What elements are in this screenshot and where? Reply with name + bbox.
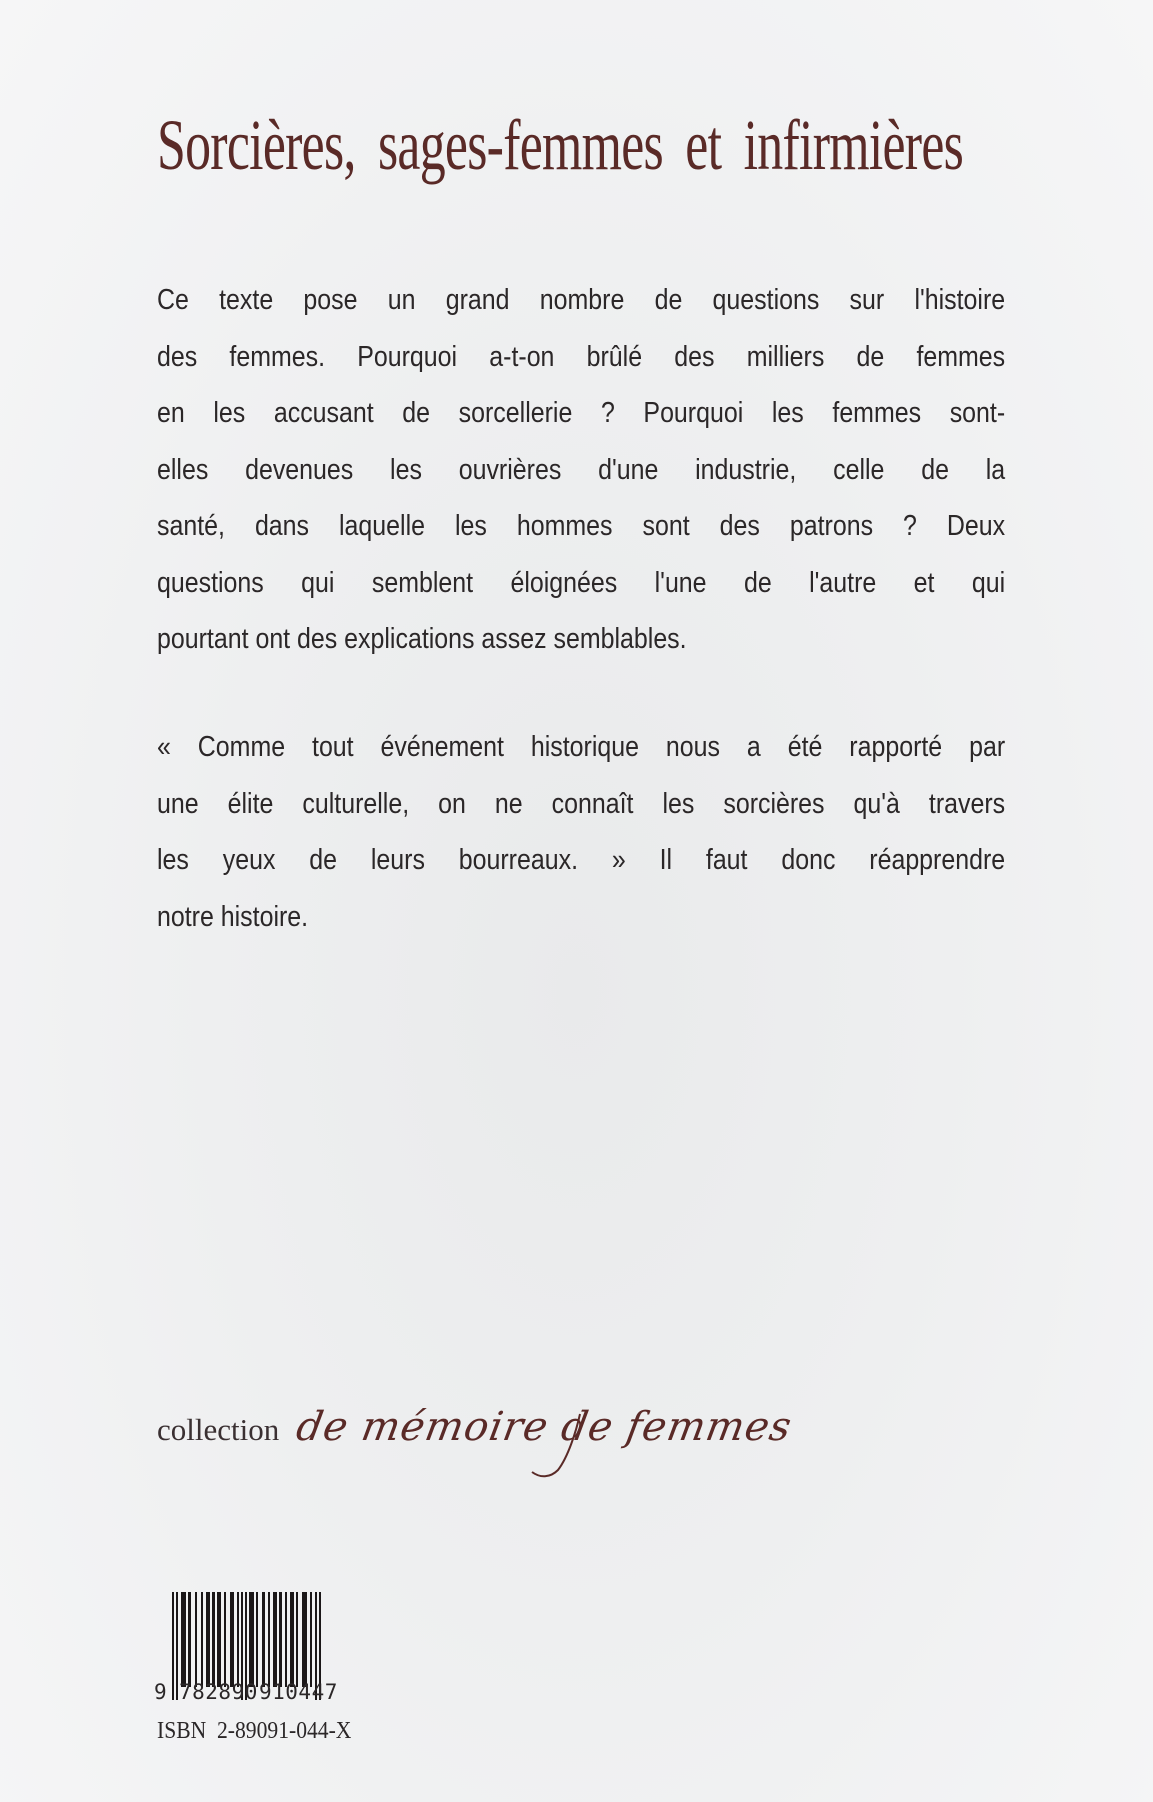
text-line: une élite culturelle, on ne connaît les sorcières qu'à travers bbox=[157, 787, 1006, 820]
text-line: des femmes. Pourquoi a-t-on brûlé des milliers de femmes bbox=[157, 340, 1006, 373]
script-swash-icon bbox=[528, 1412, 588, 1482]
quote-paragraph bbox=[157, 719, 1005, 945]
collection-label: collection bbox=[157, 1412, 280, 1447]
text-line: les yeux de leurs bourreaux. » Il faut donc réapprendre bbox=[157, 844, 1006, 876]
text-line: en les accusant de sorcellerie ? Pourquoi les femmes sont- bbox=[157, 397, 1006, 429]
isbn-number: ISBN 2-89091-044-X bbox=[157, 1718, 352, 1744]
text-line: notre histoire. bbox=[157, 900, 309, 933]
description-paragraph-1 bbox=[157, 272, 1005, 668]
book-title: Sorcières, sages-femmes et infirmières bbox=[157, 105, 964, 185]
text-line: pourtant ont des explications assez semblables. bbox=[157, 623, 687, 655]
text-line: « Comme tout événement historique nous a été rapporté par bbox=[157, 731, 1006, 763]
isbn-barcode: 9 782890 910447 bbox=[152, 1592, 382, 1687]
text-line: elles devenues les ouvrières d'une industrie, celle de la bbox=[157, 453, 1006, 486]
collection-name: de mémoire de femmes bbox=[293, 1404, 796, 1450]
text-line: santé, dans laquelle les hommes sont des patrons ? Deux bbox=[157, 510, 1006, 542]
text-line: questions qui semblent éloignées l'une de l'autre et qui bbox=[157, 566, 1006, 599]
barcode-bars-icon bbox=[172, 1592, 402, 1687]
text-line: Ce texte pose un grand nombre de questions sur l'histoire bbox=[157, 284, 1006, 316]
collection-imprint bbox=[157, 1404, 796, 1450]
